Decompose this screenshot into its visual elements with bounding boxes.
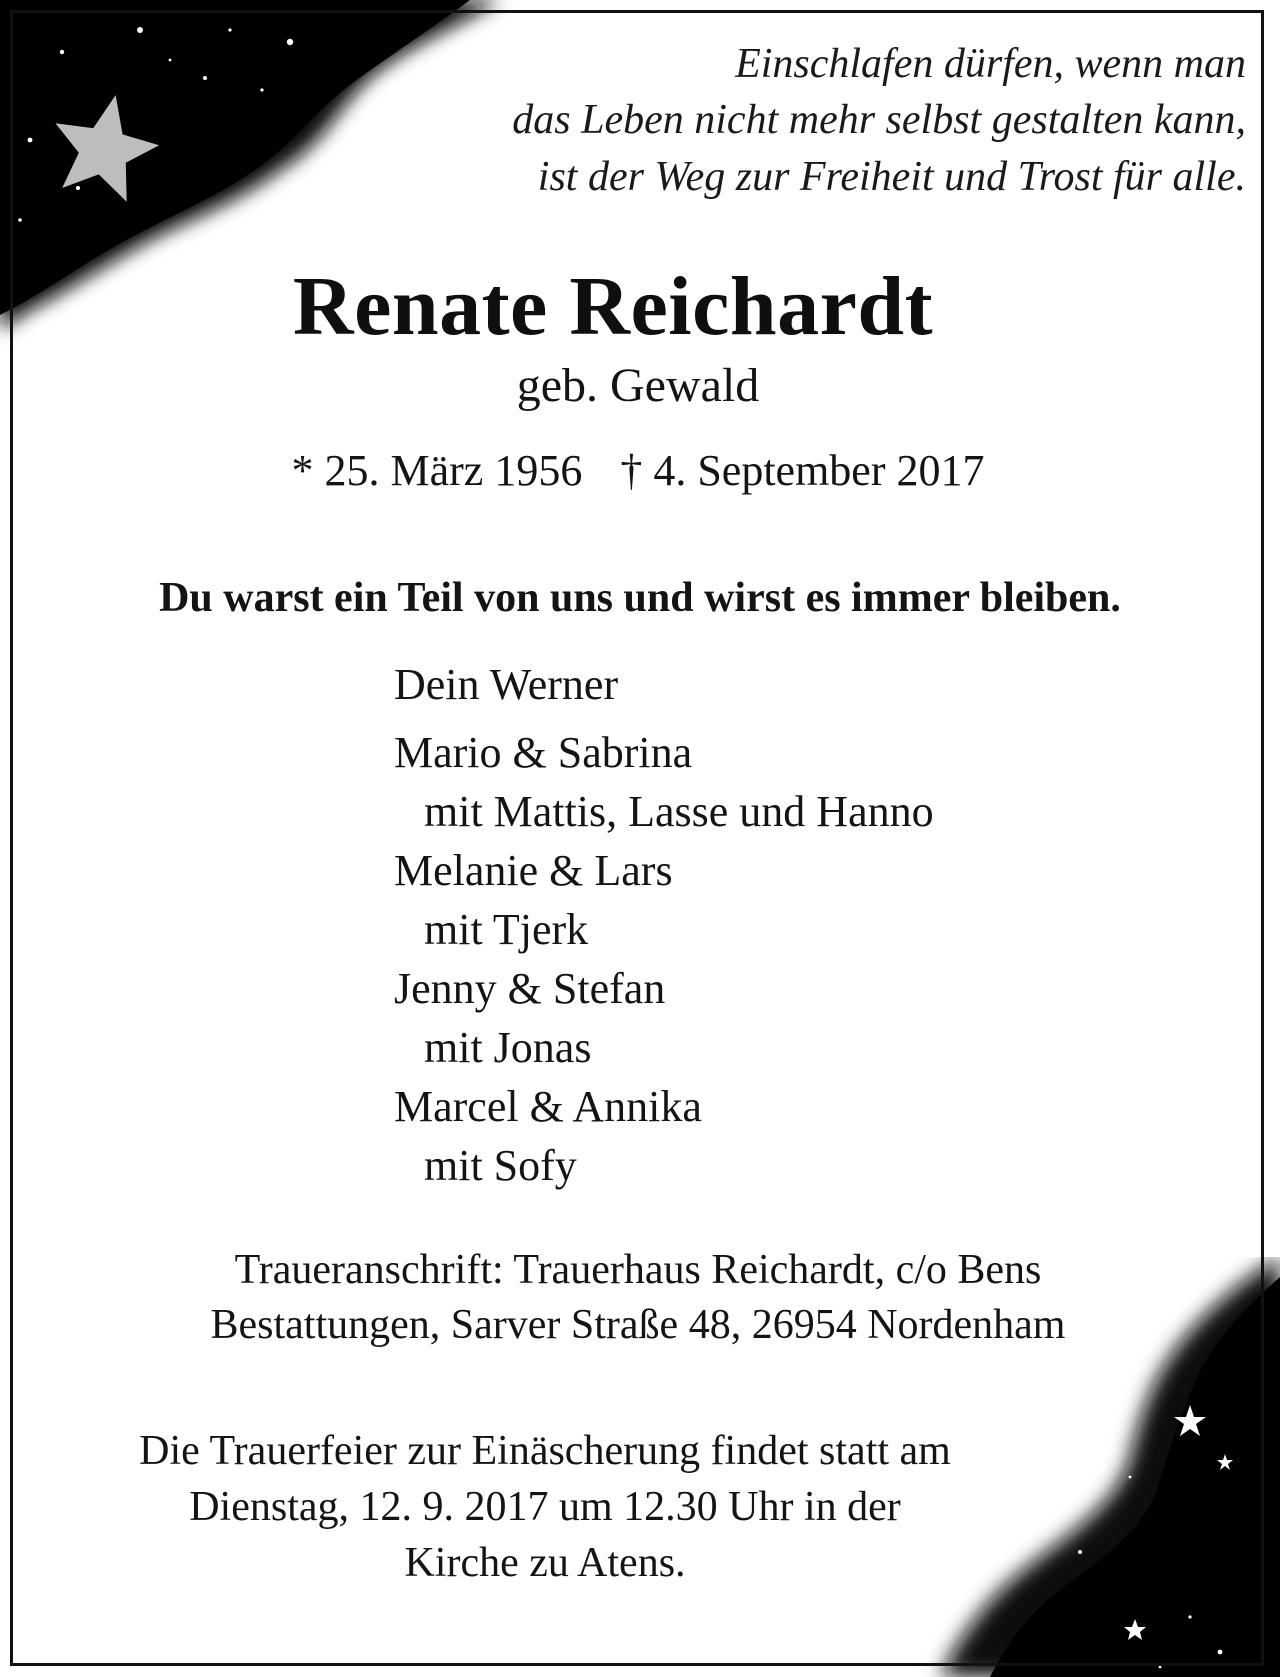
motto-line: Einschlafen dürfen, wenn man bbox=[735, 41, 1246, 87]
funeral-service-info bbox=[40, 1423, 1050, 1591]
family-member-line: Jenny & Stefan bbox=[394, 964, 666, 1013]
birth-date: * 25. März 1956 bbox=[291, 446, 583, 495]
tagline: Du warst ein Teil von uns und wirst es immer bleiben. bbox=[159, 575, 1121, 621]
deceased-name: Renate Reichardt bbox=[292, 260, 934, 353]
service-line: Dienstag, 12. 9. 2017 um 12.30 Uhr in der bbox=[189, 1484, 901, 1530]
family-member-line: Marcel & Annika bbox=[394, 1082, 702, 1131]
family-list bbox=[394, 655, 934, 1195]
maiden-name: geb. Gewald bbox=[516, 359, 760, 412]
family-children-line: mit Mattis, Lasse und Hanno bbox=[424, 787, 934, 836]
address-line: Bestattungen, Sarver Straße 48, 26954 Nordenham bbox=[210, 1302, 1066, 1348]
death-date: † 4. September 2017 bbox=[620, 446, 985, 495]
motto-line: ist der Weg zur Freiheit und Trost für alle. bbox=[537, 154, 1246, 200]
service-line: Kirche zu Atens. bbox=[404, 1540, 686, 1586]
family-member-line: Mario & Sabrina bbox=[394, 728, 693, 777]
mourning-address bbox=[0, 1243, 1276, 1353]
life-dates bbox=[0, 445, 1276, 496]
family-children-line: mit Jonas bbox=[424, 1023, 592, 1072]
family-member-line: Dein Werner bbox=[394, 660, 619, 709]
motto-line: das Leben nicht mehr selbst gestalten kann, bbox=[512, 97, 1246, 143]
family-children-line: mit Tjerk bbox=[424, 905, 589, 954]
address-line: Traueranschrift: Trauerhaus Reichardt, c/o Bens bbox=[234, 1247, 1042, 1293]
family-member-line: Melanie & Lars bbox=[394, 846, 673, 895]
service-line: Die Trauerfeier zur Einäscherung findet statt am bbox=[139, 1428, 951, 1474]
family-children-line: mit Sofy bbox=[424, 1141, 577, 1190]
